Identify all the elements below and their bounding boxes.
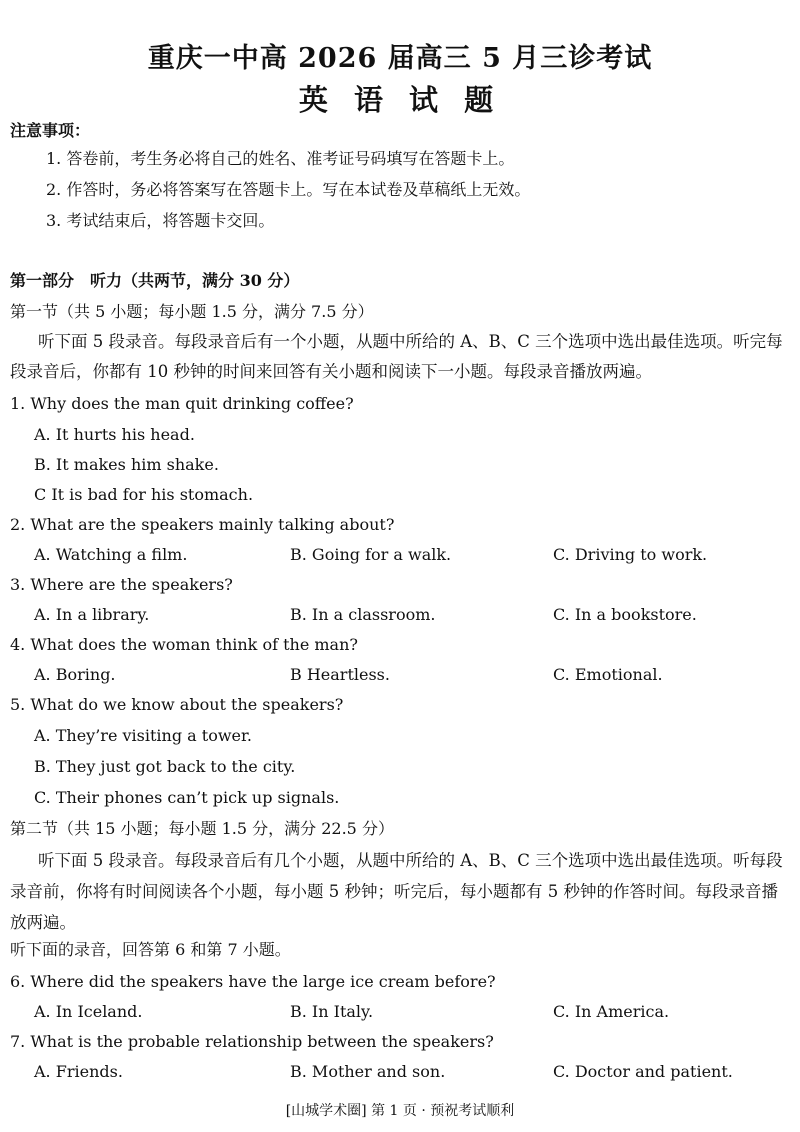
option-b: B. Mother and son. — [290, 1062, 446, 1081]
option-a: A. They’re visiting a tower. — [34, 726, 252, 745]
option-a: A. In Iceland. — [34, 1002, 143, 1021]
question: 3. Where are the speakers? — [10, 575, 233, 594]
option-a: A. In a library. — [34, 605, 150, 624]
question: 6. Where did the speakers have the large ice cream before? — [10, 972, 496, 991]
option-a: A. Boring. — [34, 665, 116, 684]
option-b: B. In a classroom. — [290, 605, 436, 624]
option-c: C. Their phones can’t pick up signals. — [34, 788, 340, 807]
question: 5. What do we know about the speakers? — [10, 695, 344, 714]
exam-title: 重庆一中高 2026 届高三 5 月三诊考试 — [147, 43, 653, 74]
page-footer: [山城学术圈] 第 1 页 · 预祝考试顺利 — [285, 1103, 515, 1119]
option-b: B. They just got back to the city. — [34, 757, 296, 776]
exam-subtitle: 英 语 试 题 — [298, 83, 502, 117]
sub-instruction: 听下面的录音，回答第 6 和第 7 小题。 — [10, 940, 291, 959]
option-c: C. In a bookstore. — [553, 605, 697, 624]
section1-heading: 第一节（共 5 小题；每小题 1.5 分，满分 7.5 分） — [10, 302, 374, 321]
question: 1. Why does the man quit drinking coffee? — [10, 394, 354, 413]
option-b: B. In Italy. — [290, 1002, 374, 1021]
option-b: B. Going for a walk. — [290, 545, 452, 564]
notice-heading: 注意事项： — [10, 121, 91, 140]
notice-item: 1. 答卷前，考生务必将自己的姓名、准考证号码填写在答题卡上。 — [46, 149, 515, 168]
option-c: C. In America. — [553, 1002, 670, 1021]
section2-heading: 第二节（共 15 小题；每小题 1.5 分，满分 22.5 分） — [10, 819, 394, 838]
option-c: C. Emotional. — [553, 665, 663, 684]
option-c: C. Doctor and patient. — [553, 1062, 733, 1081]
question: 4. What does the woman think of the man? — [10, 635, 358, 654]
question: 7. What is the probable relationship between the speakers? — [10, 1032, 494, 1051]
option-a: A. Watching a film. — [34, 545, 188, 564]
option-a: A. It hurts his head. — [34, 425, 195, 444]
option-a: A. Friends. — [34, 1062, 123, 1081]
notice-item: 3. 考试结束后，将答题卡交回。 — [46, 211, 275, 230]
option-b: B. It makes him shake. — [34, 455, 219, 474]
option-c: C It is bad for his stomach. — [34, 485, 254, 504]
option-b: B Heartless. — [290, 665, 390, 684]
part1-heading: 第一部分 听力（共两节，满分 30 分） — [10, 271, 300, 290]
option-c: C. Driving to work. — [553, 545, 708, 564]
notice-item: 2. 作答时，务必将答案写在答题卡上。写在本试卷及草稿纸上无效。 — [46, 180, 531, 199]
question: 2. What are the speakers mainly talking about? — [10, 515, 395, 534]
section1-instructions: 听下面 5 段录音。每段录音后有一个小题，从题中所给的 A、B、C 三个选项中选出最佳选项。听完每段录音后，你都有 10 秒钟的时间来回答有关小题和阅读下一小题。每段录音播放两遍。 — [10, 332, 783, 381]
section2-instructions: 听下面 5 段录音。每段录音后有几个小题，从题中所给的 A、B、C 三个选项中选出最佳选项。听每段录音前，你将有时间阅读各个小题，每小题 5 秒钟；听完后，每小题都有 5 秒钟的作答时间。每段录音播放两遍。 — [10, 851, 783, 932]
